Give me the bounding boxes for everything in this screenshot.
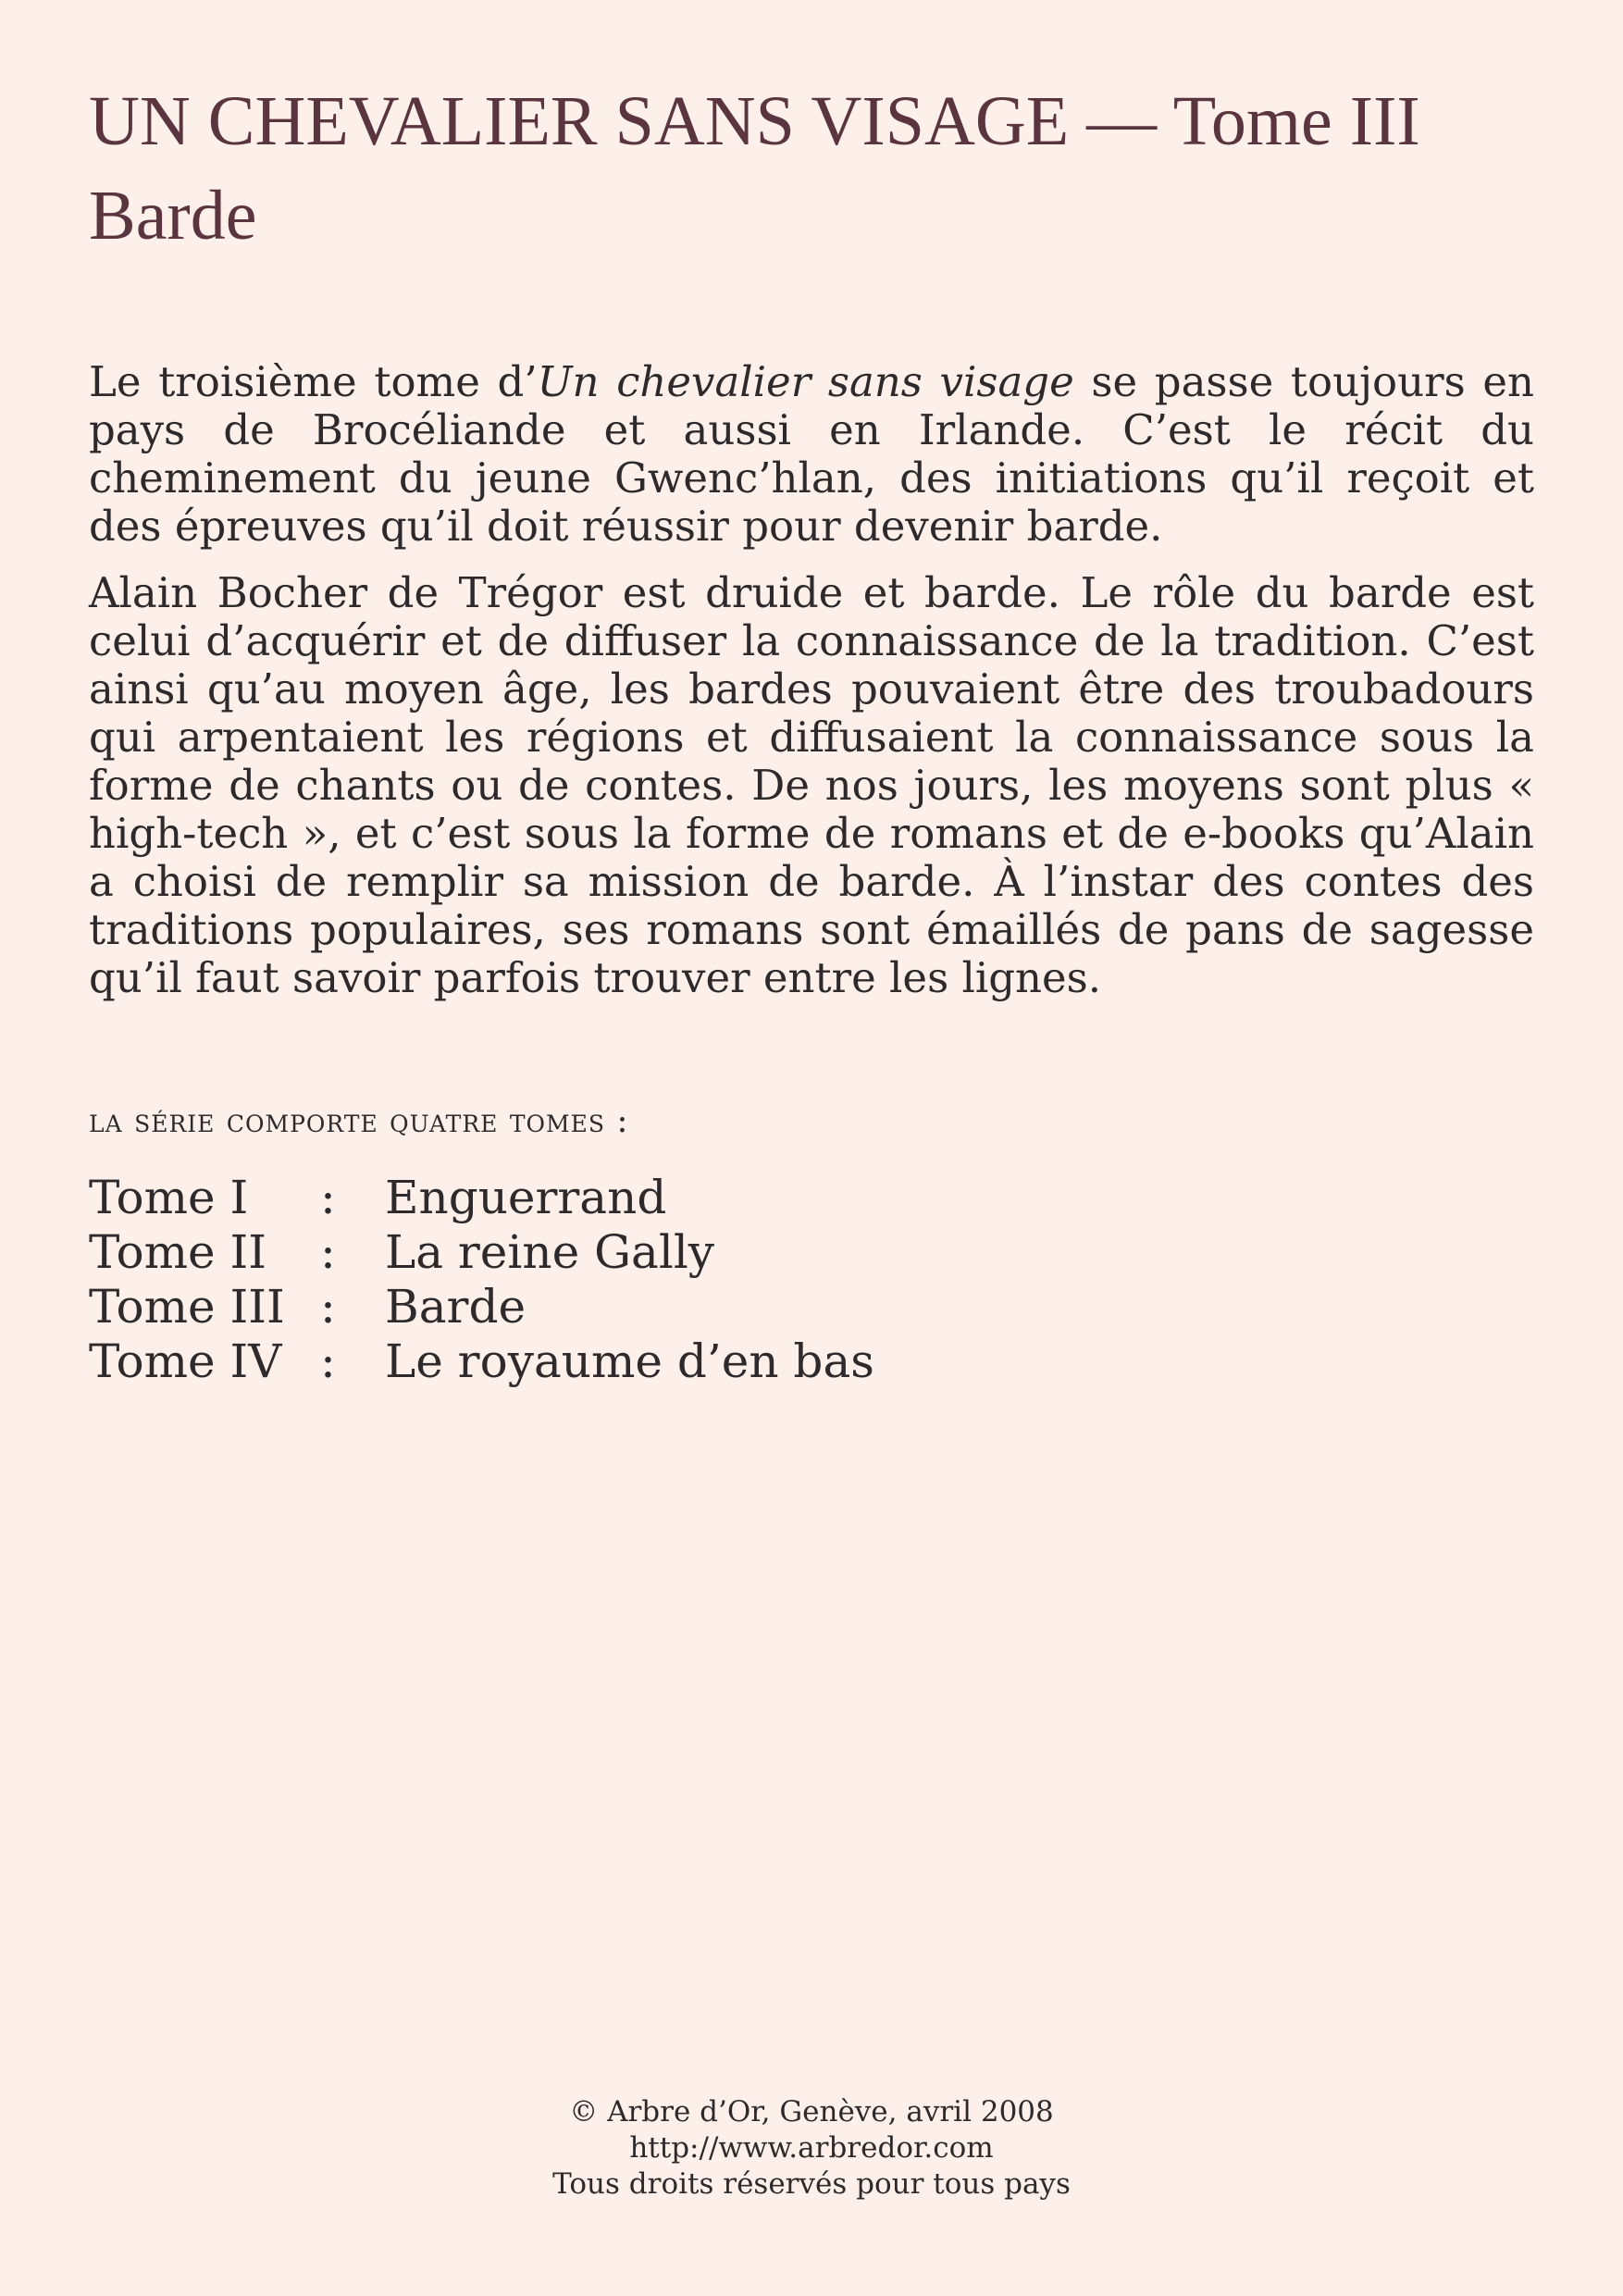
tome-title: Barde bbox=[385, 1280, 527, 1334]
series-title-italic: Un chevalier sans visage bbox=[537, 357, 1074, 406]
tome-number: Tome IV bbox=[89, 1334, 282, 1388]
page bbox=[89, 74, 1534, 1389]
tome-list bbox=[89, 1171, 1534, 1389]
tome-separator: : bbox=[320, 1280, 336, 1334]
tome-row bbox=[89, 1334, 1534, 1389]
tome-separator: : bbox=[320, 1171, 336, 1224]
p1-after: se passe toujours en pays de Brocéliande et aussi en Irlande. C’est le récit du cheminement du jeune Gwenc’hlan, des initiations qu’il reçoit et des épreuves qu’il doit réussir pour devenir barde. bbox=[89, 357, 1534, 551]
tome-number: Tome III bbox=[89, 1280, 285, 1334]
tome-number: Tome I bbox=[89, 1171, 249, 1224]
website-url[interactable]: http://www.arbredor.com bbox=[629, 2131, 994, 2165]
description bbox=[89, 358, 1534, 1002]
tome-title: Enguerrand bbox=[385, 1171, 667, 1224]
tome-separator: : bbox=[320, 1225, 336, 1279]
tome-number: Tome II bbox=[89, 1225, 266, 1279]
rights-line: Tous droits réservés pour tous pays bbox=[552, 2167, 1071, 2201]
tome-title: Le royaume d’en bas bbox=[385, 1334, 874, 1388]
tome-row bbox=[89, 1280, 1534, 1334]
tome-separator: : bbox=[320, 1334, 336, 1388]
footer bbox=[0, 2094, 1623, 2203]
tome-title: La reine Gally bbox=[385, 1225, 715, 1279]
tome-row bbox=[89, 1171, 1534, 1225]
description-paragraph-2: Alain Bocher de Trégor est druide et barde. Le rôle du barde est celui d’acquérir et de diffuser la connaissance de la tradition. C’est ainsi qu’au moyen âge, les bardes pouvaient être des troubadours qui arpentaient les régions et diffusaient la connaissance sous la forme de chants ou de contes. De nos jours, les moyens sont plus « high-tech », et c’est sous la forme de romans et de e-books qu’Alain a choisi de remplir sa mission de barde. À l’instar des contes des traditions populaires, ses romans sont émaillés de pans de sagesse qu’il faut savoir parfois trouver entre les lignes. bbox=[89, 568, 1534, 1002]
book-title: UN CHEVALIER SANS VISAGE — Tome III bbox=[89, 82, 1420, 160]
copyright-line: © Arbre d’Or, Genève, avril 2008 bbox=[569, 2095, 1054, 2128]
p1-before: Le troisième tome d’ bbox=[89, 357, 538, 406]
series-heading: la série comporte quatre tomes : bbox=[89, 1102, 629, 1140]
tome-row bbox=[89, 1225, 1534, 1280]
description-paragraph-1 bbox=[89, 358, 1534, 551]
book-subtitle: Barde bbox=[89, 177, 257, 254]
